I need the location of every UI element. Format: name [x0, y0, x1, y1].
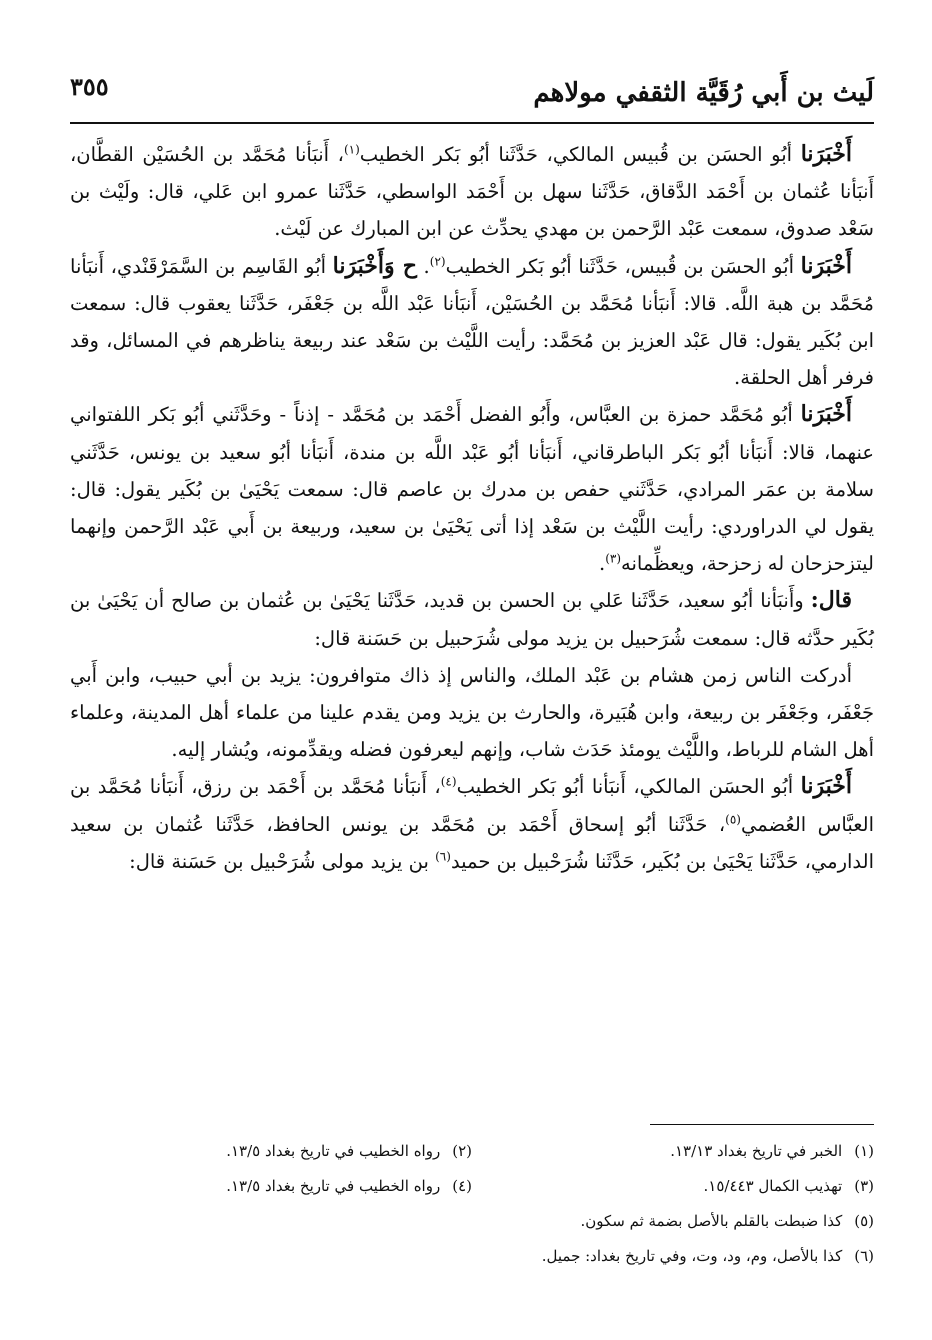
paragraph-3 [70, 396, 874, 582]
running-title: لَيث بن أَبي رُقَيَّة الثقفي مولاهم [533, 78, 874, 108]
keyword: أَخْبَرَنا [800, 141, 853, 167]
paragraph-6 [70, 768, 874, 880]
footnotes [70, 1134, 874, 1274]
footnote-number: (٢) [452, 1142, 472, 1160]
footnote-1 [472, 1134, 874, 1169]
paragraph-4 [70, 582, 874, 656]
keyword: أَخْبَرَنا [800, 773, 852, 800]
paragraph-1 [70, 136, 874, 248]
footnote-ref: (٤) [440, 774, 457, 789]
paragraph-5 [70, 657, 874, 769]
footnote-ref: (٦) [435, 849, 451, 864]
paragraph-text: . [599, 552, 606, 576]
keyword: أَخْبَرَنا [800, 401, 852, 428]
keyword: ح وَأَخْبَرَنا [332, 252, 417, 279]
footnote-3 [472, 1169, 874, 1204]
footnote-2 [70, 1134, 472, 1169]
paragraph-text: ، حَدَّثَنا أبُو إسحاق أَحْمَد بن مُحَمَّد بن يونس الحافظ، حَدَّثَنا عُثمان بن سعيد الدارمي، حَدَّثَنا يَحْيَىٰ بن بُكَير، حَدَّثَنا شُرَحْبيل بن حميد [70, 812, 874, 873]
footnote-rule [650, 1124, 874, 1125]
paragraph-text: أبُو الحسَن بن قُبيس، حَدَّثَنا أبُو بَكر الخطيب [445, 254, 801, 278]
footnote-row [70, 1134, 874, 1169]
paragraph-text: أبُو مُحَمَّد حمزة بن العبَّاس، وأَبُو الفضل أَحْمَد بن مُحَمَّد - إذناً - وحَدَّثَني أبُو بَكر اللفتواني عنهما، قالا: أَنبَأنا أبُو بَكر الباطرقاني، أَنبَأنا أبُو عَبْد اللَّه بن مندة، أَنبَأنا أبُو سعيد بن يونس، حَدَّثَني سلامة بن عمَر المرادي، حَدَّثَني حفص بن مدرك بن عاصم قال: سمعت يَحْيَىٰ بن بُكَير يقول: قال: يقول لي الدراوردي: رأيت اللَّيْث بن سَعْد إذا أتى يَحْيَىٰ بن سعيد، وربيعة بن أَبي عَبْد الرَّحمن وإنهما ليتزحزحان له زحزحة، ويعظِّمانه [70, 403, 874, 576]
paragraph-text: أبُو الحسَن بن قُبيس المالكي، حَدَّثَنا أبُو بَكر الخطيب [359, 143, 801, 166]
paragraph-text: ، أَنبَأنا مُحَمَّد بن الحُسَيْن القطَّان، أَنبَأنا عُثمان بن أَحْمَد الدَّقاق، حَدَّثَنا سهل بن أَحْمَد الواسطي، حَدَّثَنا عمرو ابن عَلي، قال: ولَيْث بن سَعْد صدوق، سمعت عَبْد الرَّحمن بن مهدي يحدِّث عن ابن المبارك عن لَيْث. [70, 143, 874, 241]
paragraph-text: أدركت الناس زمن هشام بن عَبْد الملك، والناس إذ ذاك متوافرون: يزيد بن أبي حبيب، وابن أَبي جَعْفَر، وجَعْفَر بن ربيعة، وابن هُبَيرة، والحارث بن يزيد ومن يقدم علينا من علماء أهل المدينة، وعلماء أهل الشام للرباط، واللَّيْث يومئذ حَدَث شاب، وإنهم ليعرفون فضله ويقدِّمونه، ويُشار إليه. [70, 663, 874, 762]
footnote-6 [70, 1239, 874, 1274]
keyword: قال: [810, 587, 852, 614]
footnote-ref: (٥) [725, 812, 741, 827]
footnote-text: تهذيب الكمال ١٥/٤٤٣. [703, 1177, 843, 1195]
footnote-text: الخبر في تاريخ بغداد ١٣/١٣. [670, 1142, 843, 1160]
paragraph-text: أبُو القَاسِم بن السَّمَرْقَنْدي، أَنبَأنا مُحَمَّد بن هبة اللَّه. قالا: أَنبَأنا مُحَمَّد بن الحُسَيْن، أَنبَأنا عَبْد اللَّه بن جَعْفَر، حَدَّثَنا يعقوب قال: سمعت ابن بُكَير يقول: قال عَبْد العزيز بن مُحَمَّد: رأيت اللَّيْث بن سَعْد عند ربيعة يناظرهم في المسائل، وقد فرفر أهل الحلقة. [70, 254, 874, 390]
footnote-text: كذا بالأصل، وم، ود، وت، وفي تاريخ بغداد: جميل. [541, 1247, 843, 1265]
paragraph-text: ، أَنبَأنا مُحَمَّد بن أَحْمَد بن رزق، أَنبَأنا مُحَمَّد بن العبَّاس العُضمي [70, 775, 874, 836]
footnote-ref: (١) [343, 142, 360, 157]
footnote-ref: (٣) [605, 551, 622, 566]
paragraph-text: أبُو الحسَن المالكي، أَنبَأنا أبُو بَكر الخطيب [456, 775, 801, 799]
footnote-5 [70, 1204, 874, 1239]
paragraph-text: وأَنبَأنا أبُو سعيد، حَدَّثَنا عَلي بن الحسن بن قديد، حَدَّثَنا يَحْيَىٰ بن عُثمان بن صالح أن يَحْيَىٰ بن بُكَير حدَّثه قال: سمعت شُرَحبيل بن يزيد مولى شُرَحبيل بن حَسَنة قال: [70, 589, 874, 650]
footnote-4 [70, 1169, 472, 1204]
footnote-number: (٤) [452, 1177, 472, 1195]
paragraph-text: بن يزيد مولى شُرَحْبيل بن حَسَنة قال: [129, 849, 436, 873]
footnote-text: كذا ضبطت بالقلم بالأصل بضمة ثم سكون. [580, 1212, 843, 1230]
paragraph-text: . [416, 254, 430, 278]
footnote-number: (١) [854, 1142, 874, 1160]
page-number: ٣٥٥ [70, 72, 109, 101]
footnote-number: (٣) [854, 1177, 874, 1195]
page-header [70, 68, 874, 120]
footnote-number: (٥) [854, 1212, 874, 1230]
keyword: أَخْبَرَنا [800, 252, 852, 279]
footnote-text: رواه الخطيب في تاريخ بغداد ١٣/٥. [226, 1142, 441, 1160]
paragraph-2 [70, 248, 874, 397]
footnote-number: (٦) [854, 1247, 874, 1265]
footnote-text: رواه الخطيب في تاريخ بغداد ١٣/٥. [226, 1177, 441, 1195]
header-rule [70, 122, 874, 124]
footnote-row [70, 1169, 874, 1204]
footnote-ref: (٢) [429, 254, 446, 269]
main-text [70, 136, 874, 880]
